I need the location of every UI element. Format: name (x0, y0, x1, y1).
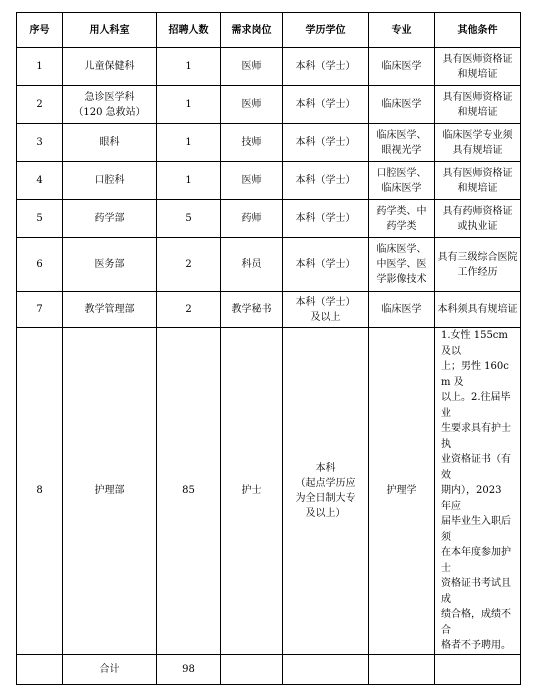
cell-line: （起点学历应 (295, 477, 356, 489)
cell-line: 本科（学士） (295, 259, 356, 270)
cell-line: 本科 (315, 462, 336, 474)
cell-edu (283, 292, 369, 328)
cell-line: 和规培证 (457, 106, 498, 118)
cell-line: 为全日制大专 (295, 492, 356, 504)
cell-edu (283, 328, 369, 655)
cell-post: 科员 (221, 238, 283, 292)
table-row (17, 124, 521, 162)
cell-edu (283, 48, 369, 86)
cell-dept (63, 238, 157, 292)
cell-line: 本科（学士） (295, 137, 356, 148)
cell-line: 学影像技术 (376, 274, 427, 285)
cell-line: 药学部 (94, 213, 125, 224)
cell-notes (435, 328, 521, 655)
table-row (17, 328, 521, 655)
total-count: 98 (157, 654, 221, 684)
cell-major (369, 86, 435, 124)
cell-line: 儿童保健科 (84, 61, 135, 72)
cell-line: 业资格证书（有效 (441, 454, 511, 481)
cell-line: 医务部 (94, 259, 125, 270)
cell-post: 医师 (221, 48, 283, 86)
cell-edu (283, 162, 369, 200)
cell-line: 工作经历 (457, 266, 498, 278)
cell-dept (63, 86, 157, 124)
cell-line: 本科（学士） (295, 213, 356, 224)
cell-no: 7 (17, 292, 63, 328)
cell-dept (63, 162, 157, 200)
cell-post: 教学秘书 (221, 292, 283, 328)
cell-line: 本科（学士） (295, 296, 356, 308)
cell-empty (221, 654, 283, 684)
cell-notes (435, 292, 521, 328)
cell-notes (435, 124, 521, 162)
cell-count: 1 (157, 48, 221, 86)
cell-notes (435, 48, 521, 86)
cell-line: 本科（学士） (295, 175, 356, 186)
cell-line: 格者不予聘用。 (441, 640, 511, 651)
cell-line: 在本年度参加护士 (441, 547, 511, 574)
recruitment-table (16, 12, 521, 685)
cell-major (369, 48, 435, 86)
cell-count: 5 (157, 200, 221, 238)
cell-line: 本科须具有规培证 (437, 304, 518, 315)
header-post: 需求岗位 (221, 13, 283, 48)
cell-line: 临床医学 (381, 61, 422, 72)
cell-count: 1 (157, 124, 221, 162)
table-row (17, 200, 521, 238)
cell-post: 医师 (221, 162, 283, 200)
cell-post: 药师 (221, 200, 283, 238)
cell-line: 药学类、中 (376, 205, 427, 217)
cell-line: 及以上） (305, 507, 346, 519)
cell-no: 1 (17, 48, 63, 86)
cell-edu (283, 124, 369, 162)
cell-line: 或执业证 (457, 220, 498, 232)
cell-no: 5 (17, 200, 63, 238)
cell-line: 临床医学 (381, 182, 422, 194)
header-count: 招聘人数 (157, 13, 221, 48)
cell-major (369, 162, 435, 200)
cell-line: 以上。2.往届毕业 (441, 392, 511, 419)
cell-line: 眼视光学 (381, 144, 422, 156)
cell-major (369, 328, 435, 655)
cell-major (369, 292, 435, 328)
cell-no: 6 (17, 238, 63, 292)
cell-notes (435, 238, 521, 292)
cell-notes (435, 86, 521, 124)
table-row (17, 86, 521, 124)
cell-line: 急诊医学科 (84, 91, 135, 103)
total-row (17, 654, 521, 684)
recruitment-table-page (16, 12, 521, 685)
cell-line: 1.女性 155cm 及以 (441, 330, 508, 357)
cell-dept (63, 328, 157, 655)
total-label: 合计 (63, 654, 157, 684)
cell-count: 1 (157, 162, 221, 200)
cell-major (369, 124, 435, 162)
cell-line: 具有医师资格证 (442, 91, 513, 103)
cell-empty (435, 654, 521, 684)
cell-line: 护理部 (94, 485, 125, 497)
cell-line: 口腔医学、 (376, 167, 427, 179)
cell-major (369, 238, 435, 292)
table-row (17, 238, 521, 292)
cell-line: 具有三级综合医院 (437, 251, 518, 263)
cell-empty (369, 654, 435, 684)
cell-dept (63, 124, 157, 162)
cell-line: 具有医师资格证 (442, 167, 513, 179)
cell-empty (283, 654, 369, 684)
cell-line: 教学管理部 (84, 304, 135, 315)
cell-line: 本科（学士） (295, 99, 356, 110)
cell-no: 4 (17, 162, 63, 200)
cell-line: （120 急救站） (73, 106, 146, 118)
cell-line: 口腔科 (94, 175, 125, 186)
cell-line: 上；男性 160cm 及 (441, 361, 509, 388)
cell-line: 资格证书考试且成 (441, 578, 511, 605)
header-edu: 学历学位 (283, 13, 369, 48)
cell-line: 具有医师资格证 (442, 53, 513, 65)
cell-edu (283, 238, 369, 292)
cell-line: 及以上 (310, 311, 341, 323)
cell-line: 临床医学、 (376, 129, 427, 141)
cell-count: 2 (157, 292, 221, 328)
header-notes: 其他条件 (435, 13, 521, 48)
cell-line: 本科（学士） (295, 61, 356, 72)
cell-line: 期内），2023 年应 (441, 485, 502, 512)
cell-line: 临床医学 (381, 304, 422, 315)
cell-line: 绩合格，成绩不合 (441, 609, 511, 636)
cell-post: 医师 (221, 86, 283, 124)
cell-line: 届毕业生入职后须 (441, 516, 511, 543)
table-row (17, 48, 521, 86)
cell-no: 2 (17, 86, 63, 124)
header-no: 序号 (17, 13, 63, 48)
cell-no: 3 (17, 124, 63, 162)
cell-line: 临床医学 (381, 99, 422, 110)
cell-line: 和规培证 (457, 68, 498, 80)
cell-no (17, 654, 63, 684)
cell-count: 1 (157, 86, 221, 124)
cell-dept (63, 292, 157, 328)
cell-edu (283, 200, 369, 238)
cell-count: 85 (157, 328, 221, 655)
cell-notes (435, 162, 521, 200)
cell-line: 护理学 (386, 485, 417, 497)
cell-line: 眼科 (99, 137, 120, 148)
cell-major (369, 200, 435, 238)
cell-post: 技师 (221, 124, 283, 162)
cell-line: 临床医学专业须 (442, 129, 513, 141)
cell-line: 具有药师资格证 (442, 205, 513, 217)
cell-post: 护士 (221, 328, 283, 655)
cell-dept (63, 200, 157, 238)
cell-line: 和规培证 (457, 182, 498, 194)
header-dept: 用人科室 (63, 13, 157, 48)
header-row (17, 13, 521, 48)
header-major: 专业 (369, 13, 435, 48)
cell-line: 临床医学、 (376, 244, 427, 255)
cell-line: 生要求具有护士执 (441, 423, 511, 450)
table-row (17, 162, 521, 200)
cell-line: 具有规培证 (452, 144, 503, 156)
cell-line: 药学类 (386, 220, 417, 232)
cell-dept (63, 48, 157, 86)
cell-line: 中医学、医 (376, 259, 427, 270)
cell-edu (283, 86, 369, 124)
cell-no: 8 (17, 328, 63, 655)
cell-count: 2 (157, 238, 221, 292)
cell-notes (435, 200, 521, 238)
table-row (17, 292, 521, 328)
